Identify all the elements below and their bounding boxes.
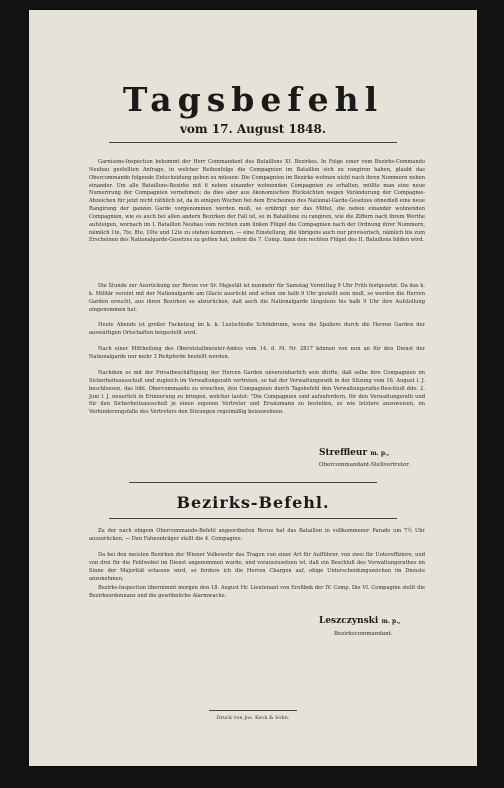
paragraph-3-text: Heute Abends ist großer Fackelzug im k. k. Lustschloße Schönbrunn, wozu die Spaliere durch die Herren Garden der auswärtigen Ortschaften beigestellt wird.: [89, 322, 425, 336]
signature-2-role: Bezirkscommandant.: [334, 631, 393, 637]
section-heading: Bezirks-Befehl.: [176, 493, 330, 512]
signature-2-suffix: m. p.,: [381, 618, 401, 625]
paragraph-8: [89, 585, 425, 601]
paragraph-8-text: Bezirks-Inspection übernimmt morgen den 18. August Hr. Lieutenant von Eroßbek der IV. Comp. Die VI. Compagnie stellt die Bezirksordonnanz und die gewöhnliche Alarmwache.: [89, 585, 425, 599]
paragraph-5: [89, 370, 425, 417]
paragraph-7-text: Da bei den meisten Bezirken der Wiener Volkswehr das Tragen von einer Art für Aufführer, von zwei für Unteroffiziere, und von drei für die Feldwebel im Dienst angenommen wurde, und vorauszusetzen ist, daß ein Beschluß des Verwaltungsrathes im Sinne der Majorität erlassen wird, so fordere ich die Herren Chargen auf, obige Unterscheidungszeichen im Dienste anzunehmen.: [89, 552, 425, 582]
paragraph-4-text: Nach einer Mittheilung des Oberststallmeister-Amtes vom 14. d. M. Nr. 2817 können von nun an für den Dienst der Nationalgarde nur mehr 3 Reitpferde bestellt werden.: [89, 346, 425, 360]
signature-1: [319, 448, 389, 458]
paragraph-6-text: Zu der nach obigem Obercommando-Befehl angeordneten Revue hat das Bataillon in vollkommener Parade um 7½ Uhr auszurücken. — Den Fahnenträger stellt die 4. Compagnie.: [89, 528, 425, 542]
paragraph-3: [89, 322, 425, 338]
middle-divider: [129, 482, 377, 483]
signature-2-name: Leszczynski: [319, 616, 379, 626]
signature-1-suffix: m. p.,: [370, 450, 390, 457]
paragraph-2-text: Die Stunde zur Ausrückung zur Revue vor Sr. Majestät ist nunmehr für Samstag Vormittag 9 Uhr Früh festgesetzt. Da das k. k. Militär vereint mit der Nationalgarde am Glacis ausrückt und schon um halb 9 Uhr gestellt sein muß, so werden die Herren Garden ersucht, aus ihren Bezirken so abzurücken, daß auch die Nationalgarde längstens bis halb 9 Uhr ihre Aufstellung eingenommen hat.: [89, 283, 425, 313]
document-date: vom 17. August 1848.: [179, 122, 327, 136]
section-divider: [109, 518, 397, 519]
paragraph-5-text: Nachdem es mit der Privatbeschäftigung der Herren Garden unvereinbarlich sein dürfte, daß selbe ihre Compagnien im Sicherheitsausschuß und zugleich im Verwaltungsrath vertreten, so hat der Verwaltungsrath in der Sitzung vom 16. August l. J. beschlossen, das löbl. Obercommando zu ersuchen, den Compagnien durch Tagsbefehl den Verwaltungsraths-Beschluß ddo. 2. Juni l. J. neuerlich in Erinnerung zu bringen, welcher lautet: "Die Compagnien sind aufzufordern, für den Verwaltungsrath und für den Sicherheitsausschuß je einen eigenen Vertreter und Ersatzmann zu bestellen, so wie letztere anzuweisen, im Verhinderungsfalle des Vertreters den Sitzungen regelmäßig beizuwohnen.: [89, 370, 425, 416]
paragraph-6: [89, 528, 425, 544]
signature-1-name: Streffleur: [319, 448, 368, 458]
document-title: Tagsbefehl: [122, 80, 384, 119]
signature-1-role: Obercommandant-Stellvertreter.: [319, 462, 411, 468]
paragraph-2: [89, 283, 425, 314]
paragraph-7: [89, 552, 425, 583]
signature-2: [319, 616, 400, 626]
document-sheet: [29, 10, 477, 766]
top-divider: [109, 142, 397, 143]
printer-imprint: Druck von Jos. Keck & Sohn.: [216, 715, 290, 721]
paragraph-1: [89, 159, 425, 245]
paragraph-4: [89, 346, 425, 362]
printer-divider: [209, 710, 297, 711]
paragraph-1-text: Garnisons-Inspection bekommt der Herr Commandant des Bataillons XI. Bezirkes. In Folge einer vom Bezirks-Commando Neubau gestellten Anfrage, in welcher Reihenfolge die Compagnien im Bataillon sich zu rangiren haben, glaubt das Obercommando folgende Entscheidung geben zu müssen: Die Compagnien im Bezirke wohnen nicht nach ihren Nummern neben einander. Um alle Bataillons-Bezirke mit 6 neben einander wohnenden Compagnien zu erhalten, müßte man eine neue Numerirung der Compagnien vornehmen; da dies aber aus ökonomischen Rücksichten wegen Veränderung der Compagnie-Abzeichen für jetzt nicht räthlich ist, da in einigen Wochen bei dem Erscheinen des National-Garde-Gesetzes ohnedieß eine neue Rangirung der ganzen Garde vorgenommen werden muß, so erübrigt nur das Mittel, die neben einander wohnenden Compagnien, wie es auch bei allen andern Bezirken der Fall ist, so in Bataillone zu rangiren, wie die Ziffern nach ihrem Werthe aufsteigen, wornach im I. Bataillon Neubau vom rechten zum linken Flügel die Compagnien nach der Ordnung ihrer Nummern, nämlich 1te, 7te, 8te, 10te und 12te zu stehen kommen, — eine Einstellung, die übrigens auch nur provisorisch, nämlich bis zum Erscheinen des Nationalgarde-Gesetzes zu gelten hat, indem die 7. Comp. dann den rechten Flügel des II. Bataillons bilden wird.: [89, 159, 425, 244]
